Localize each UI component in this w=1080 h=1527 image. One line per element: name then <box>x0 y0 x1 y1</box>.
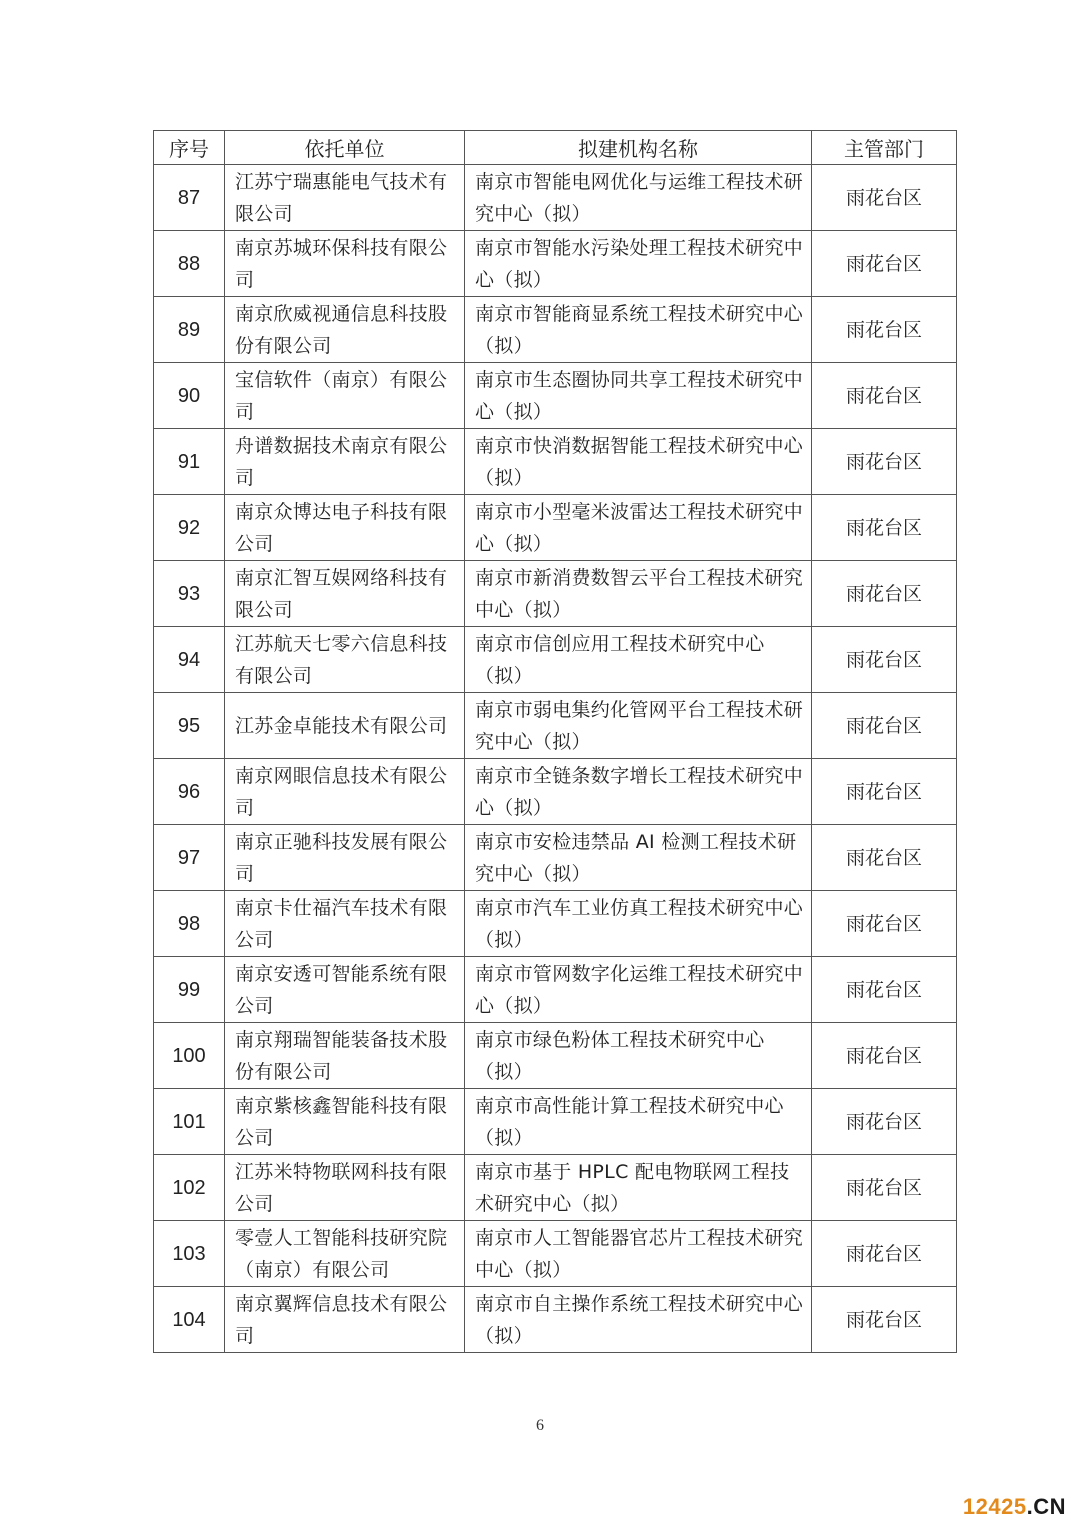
cell-unit: 舟谱数据技术南京有限公司 <box>225 429 465 495</box>
table-row <box>154 429 957 495</box>
cell-seq: 100 <box>154 1023 225 1089</box>
cell-seq: 94 <box>154 627 225 693</box>
cell-seq: 103 <box>154 1221 225 1287</box>
table-row <box>154 363 957 429</box>
cell-dept: 雨花台区 <box>812 165 957 231</box>
cell-dept: 雨花台区 <box>812 627 957 693</box>
cell-name: 南京市生态圈协同共享工程技术研究中心（拟） <box>465 363 812 429</box>
cell-seq: 96 <box>154 759 225 825</box>
table-row <box>154 297 957 363</box>
cell-seq: 102 <box>154 1155 225 1221</box>
cell-name: 南京市智能电网优化与运维工程技术研究中心（拟） <box>465 165 812 231</box>
table-body <box>154 165 957 1353</box>
cell-unit: 南京正驰科技发展有限公司 <box>225 825 465 891</box>
cell-dept: 雨花台区 <box>812 1023 957 1089</box>
cell-name: 南京市绿色粉体工程技术研究中心（拟） <box>465 1023 812 1089</box>
cell-unit: 南京安透可智能系统有限公司 <box>225 957 465 1023</box>
cell-name: 南京市全链条数字增长工程技术研究中心（拟） <box>465 759 812 825</box>
cell-unit: 南京网眼信息技术有限公司 <box>225 759 465 825</box>
table-header-row <box>154 131 957 165</box>
header-seq: 序号 <box>154 131 225 165</box>
cell-unit: 南京汇智互娱网络科技有限公司 <box>225 561 465 627</box>
cell-name: 南京市自主操作系统工程技术研究中心（拟） <box>465 1287 812 1353</box>
table-row <box>154 495 957 561</box>
cell-dept: 雨花台区 <box>812 231 957 297</box>
cell-seq: 91 <box>154 429 225 495</box>
table-row <box>154 231 957 297</box>
table-row <box>154 561 957 627</box>
table-row <box>154 1155 957 1221</box>
table-row <box>154 891 957 957</box>
cell-dept: 雨花台区 <box>812 1155 957 1221</box>
table-row <box>154 693 957 759</box>
cell-seq: 89 <box>154 297 225 363</box>
watermark-tld: .CN <box>1026 1494 1066 1519</box>
cell-seq: 101 <box>154 1089 225 1155</box>
cell-name: 南京市小型毫米波雷达工程技术研究中心（拟） <box>465 495 812 561</box>
cell-dept: 雨花台区 <box>812 429 957 495</box>
header-dept: 主管部门 <box>812 131 957 165</box>
cell-dept: 雨花台区 <box>812 957 957 1023</box>
cell-name: 南京市管网数字化运维工程技术研究中心（拟） <box>465 957 812 1023</box>
header-unit: 依托单位 <box>225 131 465 165</box>
cell-seq: 104 <box>154 1287 225 1353</box>
cell-dept: 雨花台区 <box>812 363 957 429</box>
table-row <box>154 957 957 1023</box>
cell-unit: 零壹人工智能科技研究院（南京）有限公司 <box>225 1221 465 1287</box>
site-watermark <box>963 1494 1066 1520</box>
cell-dept: 雨花台区 <box>812 1287 957 1353</box>
cell-dept: 雨花台区 <box>812 1221 957 1287</box>
cell-seq: 87 <box>154 165 225 231</box>
cell-name: 南京市快消数据智能工程技术研究中心（拟） <box>465 429 812 495</box>
cell-name: 南京市人工智能器官芯片工程技术研究中心（拟） <box>465 1221 812 1287</box>
watermark-number: 12425 <box>962 1494 1027 1519</box>
table-row <box>154 1221 957 1287</box>
table-row <box>154 627 957 693</box>
cell-dept: 雨花台区 <box>812 561 957 627</box>
cell-dept: 雨花台区 <box>812 495 957 561</box>
table-row <box>154 165 957 231</box>
cell-name: 南京市智能商显系统工程技术研究中心（拟） <box>465 297 812 363</box>
cell-seq: 90 <box>154 363 225 429</box>
cell-seq: 97 <box>154 825 225 891</box>
cell-name: 南京市基于 HPLC 配电物联网工程技术研究中心（拟） <box>465 1155 812 1221</box>
cell-unit: 江苏米特物联网科技有限公司 <box>225 1155 465 1221</box>
cell-name: 南京市信创应用工程技术研究中心（拟） <box>465 627 812 693</box>
cell-name: 南京市汽车工业仿真工程技术研究中心（拟） <box>465 891 812 957</box>
cell-unit: 南京翼辉信息技术有限公司 <box>225 1287 465 1353</box>
table-row <box>154 759 957 825</box>
institution-table <box>153 130 957 1353</box>
cell-name: 南京市高性能计算工程技术研究中心（拟） <box>465 1089 812 1155</box>
cell-unit: 南京欣威视通信息科技股份有限公司 <box>225 297 465 363</box>
cell-dept: 雨花台区 <box>812 891 957 957</box>
cell-seq: 98 <box>154 891 225 957</box>
cell-unit: 南京众博达电子科技有限公司 <box>225 495 465 561</box>
page-number: 6 <box>536 1417 544 1434</box>
cell-name: 南京市弱电集约化管网平台工程技术研究中心（拟） <box>465 693 812 759</box>
cell-dept: 雨花台区 <box>812 1089 957 1155</box>
cell-unit: 江苏航天七零六信息科技有限公司 <box>225 627 465 693</box>
header-name: 拟建机构名称 <box>465 131 812 165</box>
cell-dept: 雨花台区 <box>812 759 957 825</box>
cell-unit: 南京紫核鑫智能科技有限公司 <box>225 1089 465 1155</box>
table-row <box>154 825 957 891</box>
cell-dept: 雨花台区 <box>812 693 957 759</box>
cell-unit: 南京翔瑞智能装备技术股份有限公司 <box>225 1023 465 1089</box>
table-row <box>154 1287 957 1353</box>
cell-unit: 南京卡仕福汽车技术有限公司 <box>225 891 465 957</box>
cell-unit: 南京苏城环保科技有限公司 <box>225 231 465 297</box>
cell-name: 南京市新消费数智云平台工程技术研究中心（拟） <box>465 561 812 627</box>
cell-name: 南京市安检违禁品 AI 检测工程技术研究中心（拟） <box>465 825 812 891</box>
cell-dept: 雨花台区 <box>812 297 957 363</box>
cell-name: 南京市智能水污染处理工程技术研究中心（拟） <box>465 231 812 297</box>
cell-seq: 92 <box>154 495 225 561</box>
table-row <box>154 1089 957 1155</box>
cell-unit: 江苏金卓能技术有限公司 <box>225 693 465 759</box>
cell-dept: 雨花台区 <box>812 825 957 891</box>
cell-unit: 宝信软件（南京）有限公司 <box>225 363 465 429</box>
cell-seq: 95 <box>154 693 225 759</box>
cell-seq: 99 <box>154 957 225 1023</box>
table-row <box>154 1023 957 1089</box>
cell-seq: 88 <box>154 231 225 297</box>
cell-unit: 江苏宁瑞惠能电气技术有限公司 <box>225 165 465 231</box>
cell-seq: 93 <box>154 561 225 627</box>
